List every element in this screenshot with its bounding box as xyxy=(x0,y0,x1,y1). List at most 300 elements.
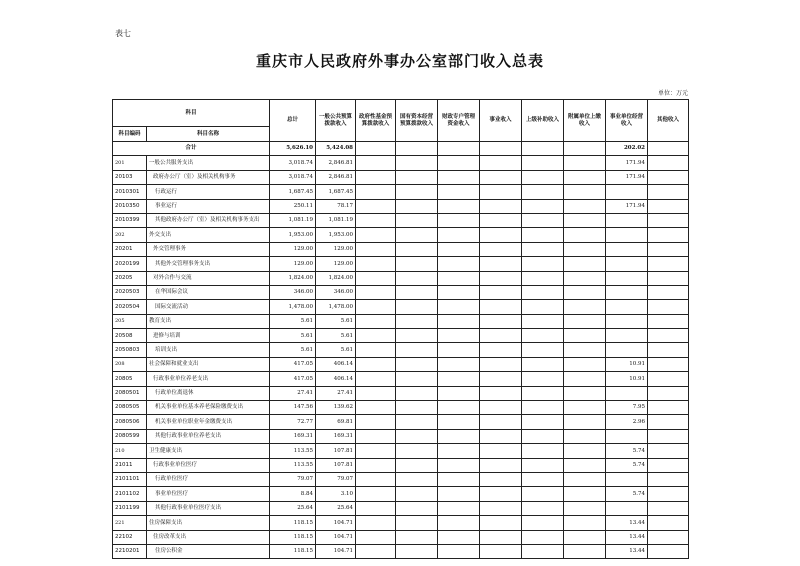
cell-gov-fund xyxy=(356,544,396,558)
cell-other xyxy=(648,415,689,429)
table-row xyxy=(113,429,689,443)
cell-total: 113.55 xyxy=(270,458,316,472)
cell-total: 1,824.00 xyxy=(270,271,316,285)
cell-name: 在华国际会议 xyxy=(147,285,270,299)
cell-superior-subsidy xyxy=(522,343,564,357)
cell-name: 教育支出 xyxy=(147,314,270,328)
table-row xyxy=(113,444,689,458)
cell-fiscal-special xyxy=(438,415,480,429)
cell-operating xyxy=(606,271,648,285)
cell-affiliated xyxy=(564,415,606,429)
cell-other xyxy=(648,386,689,400)
cell-code: 2010399 xyxy=(113,213,147,227)
cell-general-budget: 1,824.00 xyxy=(316,271,356,285)
cell-gov-fund xyxy=(356,472,396,486)
cell-state-capital xyxy=(396,544,438,558)
cell-business xyxy=(480,343,522,357)
table-row xyxy=(113,228,689,242)
cell-name: 卫生健康支出 xyxy=(147,444,270,458)
table-row xyxy=(113,530,689,544)
cell-state-capital xyxy=(396,300,438,314)
cell-general-budget: 3.10 xyxy=(316,487,356,501)
cell-superior-subsidy xyxy=(522,185,564,199)
cell-gov-fund xyxy=(356,415,396,429)
cell-name: 进修与培训 xyxy=(147,329,270,343)
cell-state-capital xyxy=(396,199,438,213)
cell-business xyxy=(480,544,522,558)
table-header xyxy=(113,100,689,142)
cell-total: 72.77 xyxy=(270,415,316,429)
cell-operating xyxy=(606,329,648,343)
cell-name: 其他行政事业单位医疗支出 xyxy=(147,501,270,515)
cell-state-capital xyxy=(396,185,438,199)
cell-gov-fund xyxy=(356,156,396,170)
cell-name: 行政单位离退休 xyxy=(147,386,270,400)
table-row xyxy=(113,458,689,472)
cell-general-budget: 406.14 xyxy=(316,372,356,386)
cell-operating: 5.74 xyxy=(606,458,648,472)
total-operating: 202.02 xyxy=(606,142,648,156)
cell-other xyxy=(648,372,689,386)
cell-business xyxy=(480,170,522,184)
cell-general-budget: 107.81 xyxy=(316,444,356,458)
cell-superior-subsidy xyxy=(522,544,564,558)
cell-superior-subsidy xyxy=(522,170,564,184)
cell-code: 208 xyxy=(113,357,147,371)
cell-total: 129.00 xyxy=(270,242,316,256)
header-state-capital: 国有资本经营预算拨款收入 xyxy=(396,100,438,142)
total-superior-subsidy xyxy=(522,142,564,156)
cell-operating xyxy=(606,285,648,299)
cell-code: 2210201 xyxy=(113,544,147,558)
cell-fiscal-special xyxy=(438,271,480,285)
cell-other xyxy=(648,300,689,314)
cell-operating: 2.96 xyxy=(606,415,648,429)
table-row xyxy=(113,257,689,271)
total-row xyxy=(113,142,689,156)
cell-superior-subsidy xyxy=(522,242,564,256)
cell-state-capital xyxy=(396,415,438,429)
page-label: 表七 xyxy=(115,29,131,38)
cell-superior-subsidy xyxy=(522,300,564,314)
cell-operating xyxy=(606,343,648,357)
cell-total: 27.41 xyxy=(270,386,316,400)
cell-affiliated xyxy=(564,544,606,558)
cell-gov-fund xyxy=(356,242,396,256)
cell-superior-subsidy xyxy=(522,444,564,458)
cell-general-budget: 5.61 xyxy=(316,314,356,328)
cell-business xyxy=(480,415,522,429)
cell-superior-subsidy xyxy=(522,199,564,213)
cell-general-budget: 1,081.19 xyxy=(316,213,356,227)
cell-affiliated xyxy=(564,156,606,170)
cell-affiliated xyxy=(564,285,606,299)
cell-affiliated xyxy=(564,343,606,357)
cell-operating xyxy=(606,257,648,271)
cell-name: 事业运行 xyxy=(147,199,270,213)
cell-gov-fund xyxy=(356,329,396,343)
table-row xyxy=(113,242,689,256)
cell-business xyxy=(480,372,522,386)
cell-fiscal-special xyxy=(438,329,480,343)
cell-gov-fund xyxy=(356,357,396,371)
cell-general-budget: 129.00 xyxy=(316,242,356,256)
cell-affiliated xyxy=(564,386,606,400)
table-body xyxy=(113,142,689,559)
header-subject-name: 科目名称 xyxy=(147,127,270,142)
cell-fiscal-special xyxy=(438,300,480,314)
cell-general-budget: 1,478.00 xyxy=(316,300,356,314)
cell-operating: 171.94 xyxy=(606,156,648,170)
cell-affiliated xyxy=(564,501,606,515)
cell-state-capital xyxy=(396,487,438,501)
cell-state-capital xyxy=(396,458,438,472)
cell-state-capital xyxy=(396,401,438,415)
cell-other xyxy=(648,501,689,515)
cell-fiscal-special xyxy=(438,185,480,199)
cell-total: 346.00 xyxy=(270,285,316,299)
cell-superior-subsidy xyxy=(522,156,564,170)
cell-operating xyxy=(606,300,648,314)
cell-total: 1,081.19 xyxy=(270,213,316,227)
cell-name: 对外合作与交流 xyxy=(147,271,270,285)
cell-superior-subsidy xyxy=(522,285,564,299)
cell-gov-fund xyxy=(356,185,396,199)
cell-code: 2080501 xyxy=(113,386,147,400)
cell-total: 417.05 xyxy=(270,372,316,386)
header-subject: 科目 xyxy=(113,100,270,127)
cell-superior-subsidy xyxy=(522,271,564,285)
table-row xyxy=(113,386,689,400)
cell-total: 118.15 xyxy=(270,544,316,558)
cell-total: 1,953.00 xyxy=(270,228,316,242)
cell-operating: 13.44 xyxy=(606,530,648,544)
cell-gov-fund xyxy=(356,213,396,227)
cell-business xyxy=(480,530,522,544)
unit-label: 单位：万元 xyxy=(657,90,688,97)
cell-total: 250.11 xyxy=(270,199,316,213)
cell-business xyxy=(480,429,522,443)
cell-operating xyxy=(606,242,648,256)
cell-state-capital xyxy=(396,530,438,544)
cell-general-budget: 406.14 xyxy=(316,357,356,371)
cell-fiscal-special xyxy=(438,487,480,501)
cell-state-capital xyxy=(396,285,438,299)
cell-name: 其他行政事业单位养老支出 xyxy=(147,429,270,443)
cell-affiliated xyxy=(564,170,606,184)
cell-state-capital xyxy=(396,228,438,242)
cell-total: 5.61 xyxy=(270,314,316,328)
cell-general-budget: 346.00 xyxy=(316,285,356,299)
table-row xyxy=(113,487,689,501)
cell-superior-subsidy xyxy=(522,372,564,386)
header-total: 总计 xyxy=(270,100,316,142)
table-row xyxy=(113,271,689,285)
total-affiliated xyxy=(564,142,606,156)
cell-name: 外交管理事务 xyxy=(147,242,270,256)
cell-code: 2101101 xyxy=(113,472,147,486)
cell-business xyxy=(480,386,522,400)
cell-name: 一般公共服务支出 xyxy=(147,156,270,170)
cell-business xyxy=(480,472,522,486)
cell-superior-subsidy xyxy=(522,329,564,343)
cell-gov-fund xyxy=(356,429,396,443)
cell-affiliated xyxy=(564,329,606,343)
cell-business xyxy=(480,257,522,271)
cell-state-capital xyxy=(396,213,438,227)
cell-state-capital xyxy=(396,429,438,443)
cell-general-budget: 25.64 xyxy=(316,501,356,515)
cell-fiscal-special xyxy=(438,242,480,256)
cell-superior-subsidy xyxy=(522,487,564,501)
cell-fiscal-special xyxy=(438,170,480,184)
cell-code: 205 xyxy=(113,314,147,328)
cell-superior-subsidy xyxy=(522,458,564,472)
cell-other xyxy=(648,170,689,184)
table-row xyxy=(113,156,689,170)
cell-fiscal-special xyxy=(438,530,480,544)
cell-operating: 171.94 xyxy=(606,170,648,184)
table-row xyxy=(113,300,689,314)
table-row xyxy=(113,199,689,213)
cell-name: 政府办公厅（室）及相关机构事务 xyxy=(147,170,270,184)
cell-other xyxy=(648,271,689,285)
cell-affiliated xyxy=(564,228,606,242)
cell-code: 210 xyxy=(113,444,147,458)
cell-state-capital xyxy=(396,501,438,515)
cell-other xyxy=(648,444,689,458)
cell-superior-subsidy xyxy=(522,228,564,242)
cell-other xyxy=(648,516,689,530)
cell-affiliated xyxy=(564,357,606,371)
cell-business xyxy=(480,213,522,227)
cell-other xyxy=(648,156,689,170)
cell-general-budget: 104.71 xyxy=(316,544,356,558)
cell-affiliated xyxy=(564,271,606,285)
cell-gov-fund xyxy=(356,199,396,213)
cell-gov-fund xyxy=(356,516,396,530)
cell-affiliated xyxy=(564,401,606,415)
cell-superior-subsidy xyxy=(522,429,564,443)
cell-code: 20805 xyxy=(113,372,147,386)
cell-superior-subsidy xyxy=(522,314,564,328)
cell-gov-fund xyxy=(356,314,396,328)
cell-superior-subsidy xyxy=(522,357,564,371)
cell-fiscal-special xyxy=(438,401,480,415)
cell-name: 机关事业单位基本养老保险缴费支出 xyxy=(147,401,270,415)
cell-name: 事业单位医疗 xyxy=(147,487,270,501)
cell-affiliated xyxy=(564,300,606,314)
cell-superior-subsidy xyxy=(522,501,564,515)
cell-fiscal-special xyxy=(438,357,480,371)
cell-affiliated xyxy=(564,487,606,501)
cell-general-budget: 1,687.45 xyxy=(316,185,356,199)
cell-name: 培训支出 xyxy=(147,343,270,357)
cell-other xyxy=(648,458,689,472)
cell-name: 住房公积金 xyxy=(147,544,270,558)
cell-fiscal-special xyxy=(438,372,480,386)
cell-superior-subsidy xyxy=(522,472,564,486)
table-row xyxy=(113,343,689,357)
header-subject-code: 科目编码 xyxy=(113,127,147,142)
cell-fiscal-special xyxy=(438,444,480,458)
cell-name: 国际交流活动 xyxy=(147,300,270,314)
cell-business xyxy=(480,444,522,458)
cell-gov-fund xyxy=(356,530,396,544)
cell-general-budget: 104.71 xyxy=(316,530,356,544)
table-row xyxy=(113,516,689,530)
cell-total: 1,478.00 xyxy=(270,300,316,314)
cell-general-budget: 104.71 xyxy=(316,516,356,530)
table-row xyxy=(113,314,689,328)
cell-name: 其他政府办公厅（室）及相关机构事务支出 xyxy=(147,213,270,227)
cell-total: 113.55 xyxy=(270,444,316,458)
cell-state-capital xyxy=(396,242,438,256)
cell-code: 221 xyxy=(113,516,147,530)
cell-other xyxy=(648,401,689,415)
cell-gov-fund xyxy=(356,386,396,400)
cell-code: 2080506 xyxy=(113,415,147,429)
cell-gov-fund xyxy=(356,444,396,458)
cell-business xyxy=(480,487,522,501)
cell-fiscal-special xyxy=(438,156,480,170)
cell-other xyxy=(648,343,689,357)
cell-affiliated xyxy=(564,257,606,271)
cell-superior-subsidy xyxy=(522,516,564,530)
cell-operating: 13.44 xyxy=(606,544,648,558)
cell-operating: 10.91 xyxy=(606,372,648,386)
cell-business xyxy=(480,242,522,256)
cell-operating xyxy=(606,228,648,242)
page-title: 重庆市人民政府外事办公室部门收入总表 xyxy=(255,52,544,70)
cell-code: 20201 xyxy=(113,242,147,256)
cell-code: 2020199 xyxy=(113,257,147,271)
cell-name: 外交支出 xyxy=(147,228,270,242)
cell-general-budget: 27.41 xyxy=(316,386,356,400)
cell-fiscal-special xyxy=(438,228,480,242)
cell-state-capital xyxy=(396,343,438,357)
cell-other xyxy=(648,257,689,271)
cell-name: 行政事业单位医疗 xyxy=(147,458,270,472)
cell-superior-subsidy xyxy=(522,257,564,271)
cell-state-capital xyxy=(396,444,438,458)
income-table xyxy=(112,99,689,559)
cell-affiliated xyxy=(564,372,606,386)
total-business xyxy=(480,142,522,156)
cell-business xyxy=(480,185,522,199)
table-row xyxy=(113,357,689,371)
cell-fiscal-special xyxy=(438,213,480,227)
cell-other xyxy=(648,199,689,213)
cell-business xyxy=(480,501,522,515)
cell-fiscal-special xyxy=(438,386,480,400)
cell-affiliated xyxy=(564,213,606,227)
cell-business xyxy=(480,156,522,170)
cell-name: 住房保障支出 xyxy=(147,516,270,530)
cell-total: 79.07 xyxy=(270,472,316,486)
cell-gov-fund xyxy=(356,372,396,386)
cell-general-budget: 129.00 xyxy=(316,257,356,271)
cell-general-budget: 2,846.81 xyxy=(316,170,356,184)
cell-other xyxy=(648,185,689,199)
cell-business xyxy=(480,199,522,213)
cell-gov-fund xyxy=(356,228,396,242)
total-label: 合计 xyxy=(113,142,270,156)
cell-business xyxy=(480,357,522,371)
cell-total: 25.64 xyxy=(270,501,316,515)
cell-superior-subsidy xyxy=(522,415,564,429)
cell-affiliated xyxy=(564,314,606,328)
cell-operating: 10.91 xyxy=(606,357,648,371)
cell-total: 129.00 xyxy=(270,257,316,271)
cell-other xyxy=(648,242,689,256)
cell-operating: 171.94 xyxy=(606,199,648,213)
cell-fiscal-special xyxy=(438,472,480,486)
cell-state-capital xyxy=(396,271,438,285)
cell-state-capital xyxy=(396,516,438,530)
cell-code: 2101102 xyxy=(113,487,147,501)
total-general-budget: 5,424.08 xyxy=(316,142,356,156)
cell-code: 2020504 xyxy=(113,300,147,314)
cell-affiliated xyxy=(564,472,606,486)
cell-code: 2010301 xyxy=(113,185,147,199)
cell-operating: 5.74 xyxy=(606,444,648,458)
cell-general-budget: 1,953.00 xyxy=(316,228,356,242)
cell-business xyxy=(480,271,522,285)
cell-general-budget: 78.17 xyxy=(316,199,356,213)
cell-name: 行政运行 xyxy=(147,185,270,199)
cell-operating xyxy=(606,429,648,443)
total-other xyxy=(648,142,689,156)
table-row xyxy=(113,415,689,429)
cell-total: 118.15 xyxy=(270,530,316,544)
cell-fiscal-special xyxy=(438,544,480,558)
header-business: 事业收入 xyxy=(480,100,522,142)
cell-total: 147.56 xyxy=(270,401,316,415)
cell-affiliated xyxy=(564,185,606,199)
cell-state-capital xyxy=(396,329,438,343)
cell-gov-fund xyxy=(356,271,396,285)
cell-code: 2101199 xyxy=(113,501,147,515)
header-gov-fund: 政府性基金预算拨款收入 xyxy=(356,100,396,142)
cell-business xyxy=(480,329,522,343)
cell-code: 201 xyxy=(113,156,147,170)
cell-fiscal-special xyxy=(438,501,480,515)
cell-code: 2080505 xyxy=(113,401,147,415)
cell-affiliated xyxy=(564,530,606,544)
cell-total: 1,687.45 xyxy=(270,185,316,199)
cell-affiliated xyxy=(564,458,606,472)
cell-other xyxy=(648,314,689,328)
cell-other xyxy=(648,228,689,242)
cell-general-budget: 5.61 xyxy=(316,343,356,357)
table-row xyxy=(113,185,689,199)
cell-affiliated xyxy=(564,444,606,458)
table-row xyxy=(113,170,689,184)
cell-operating: 13.44 xyxy=(606,516,648,530)
cell-business xyxy=(480,401,522,415)
cell-gov-fund xyxy=(356,458,396,472)
cell-business xyxy=(480,228,522,242)
cell-name: 其他外交管理事务支出 xyxy=(147,257,270,271)
cell-operating: 5.74 xyxy=(606,487,648,501)
header-other: 其他收入 xyxy=(648,100,689,142)
cell-gov-fund xyxy=(356,300,396,314)
table-row xyxy=(113,213,689,227)
cell-code: 2050803 xyxy=(113,343,147,357)
cell-operating xyxy=(606,472,648,486)
cell-name: 社会保障和就业支出 xyxy=(147,357,270,371)
